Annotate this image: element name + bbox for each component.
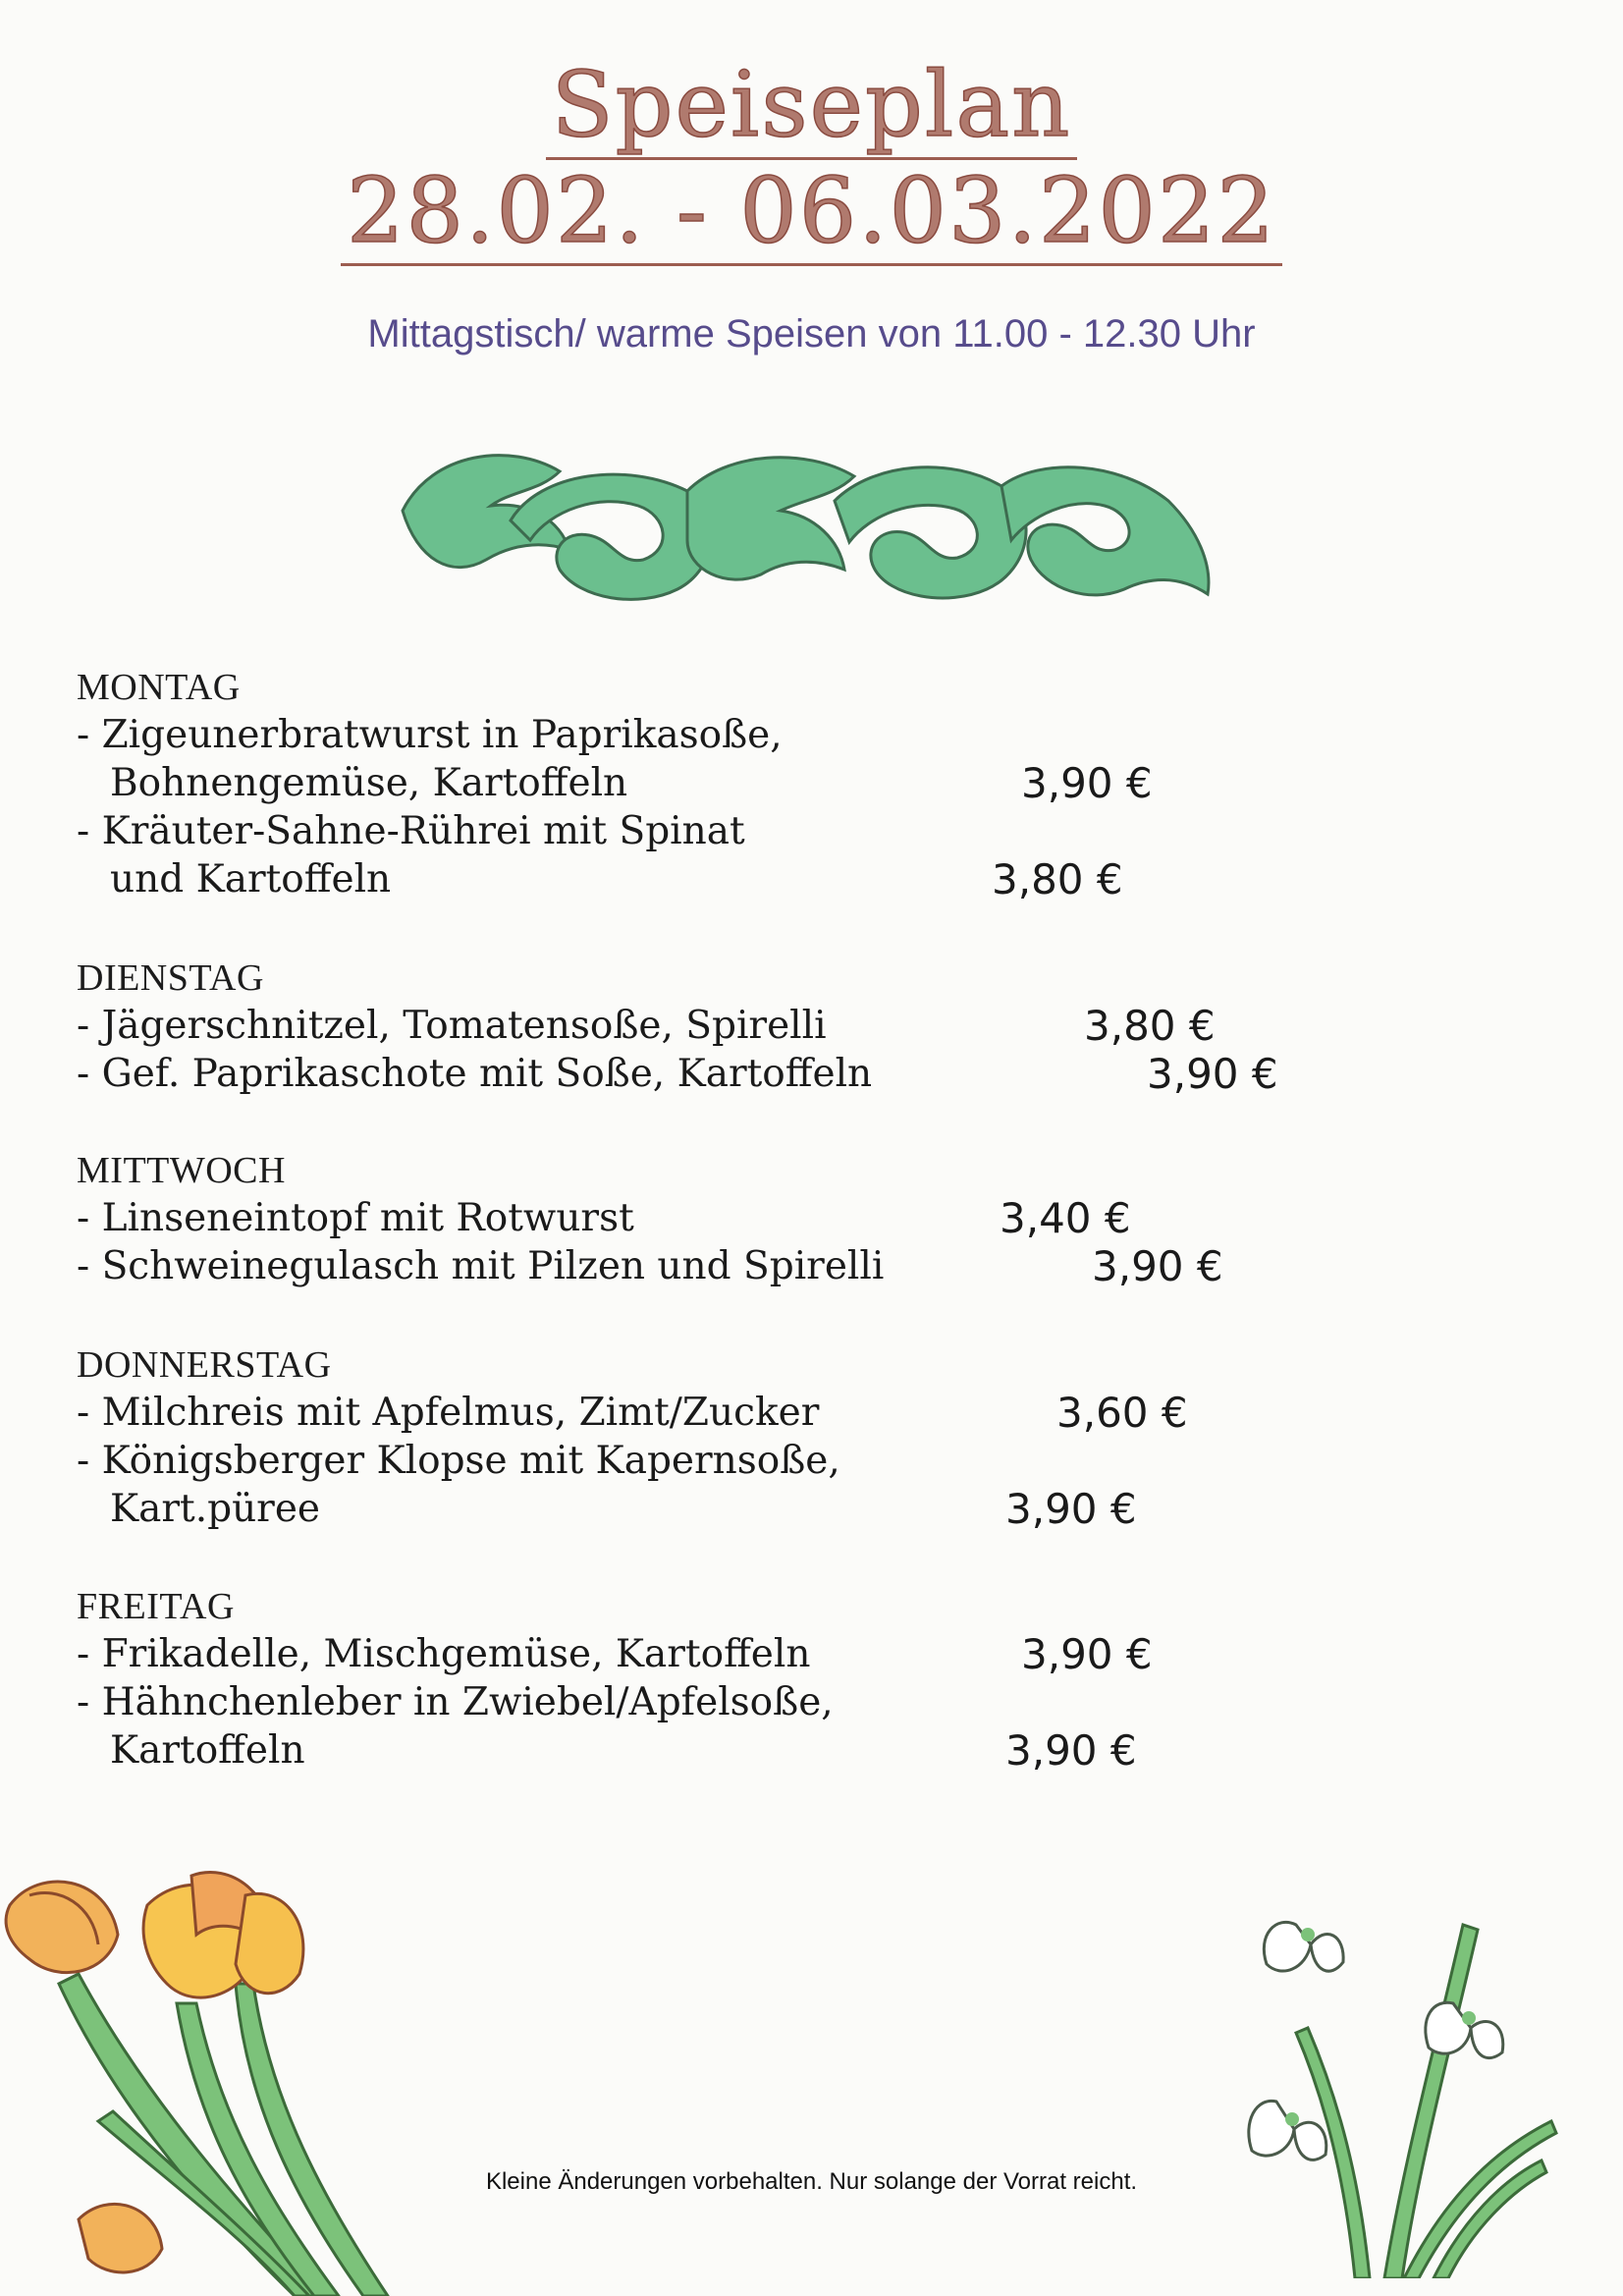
- dish-text: - Jägerschnitzel, Tomatensoße, Spirelli: [77, 1004, 827, 1048]
- day-section-freitag: [77, 1583, 1353, 1775]
- dish-text: Kart.püree: [110, 1487, 320, 1531]
- day-heading: DONNERSTAG: [77, 1344, 332, 1386]
- price: 3,60 €: [1056, 1389, 1188, 1437]
- price: 3,80 €: [992, 855, 1123, 903]
- price: 3,90 €: [1021, 1630, 1153, 1678]
- day-heading: MONTAG: [77, 667, 241, 708]
- menu-item: [77, 807, 1353, 903]
- dish-text: - Kräuter-Sahne-Rührei mit Spinat: [77, 809, 745, 853]
- day-heading: FREITAG: [77, 1586, 235, 1627]
- dish-text: - Hähnchenleber in Zwiebel/Apfelsoße,: [77, 1680, 834, 1724]
- menu-item: [77, 1678, 1353, 1775]
- dish-text: - Frikadelle, Mischgemüse, Kartoffeln: [77, 1632, 811, 1676]
- footer-note: Kleine Änderungen vorbehalten. Nur solange der Vorrat reicht.: [485, 2168, 1138, 2195]
- menu-item: [77, 1242, 1353, 1290]
- dish-text: - Schweinegulasch mit Pilzen und Spirelli: [77, 1244, 885, 1288]
- price: 3,40 €: [1000, 1194, 1131, 1242]
- price: 3,90 €: [1092, 1242, 1223, 1290]
- dish-text: Bohnengemüse, Kartoffeln: [110, 761, 628, 805]
- menu-item: [77, 1002, 1353, 1050]
- price: 3,90 €: [1021, 759, 1153, 807]
- dish-text: - Zigeunerbratwurst in Paprikasoße,: [77, 713, 783, 757]
- leaf-scroll-ornament: [393, 432, 1217, 619]
- page-title: Speiseplan: [0, 51, 1623, 159]
- menu-item: [77, 1437, 1353, 1533]
- day-section-montag: [77, 664, 1353, 903]
- dish-text: Kartoffeln: [110, 1728, 305, 1773]
- dish-text: - Linseneintopf mit Rotwurst: [77, 1196, 634, 1240]
- price: 3,90 €: [1147, 1050, 1278, 1098]
- price: 3,90 €: [1005, 1485, 1137, 1533]
- dish-text: - Königsberger Klopse mit Kapernsoße,: [77, 1439, 840, 1483]
- dish-text: und Kartoffeln: [110, 857, 392, 902]
- day-heading: DIENSTAG: [77, 957, 264, 999]
- dish-text: - Gef. Paprikaschote mit Soße, Kartoffeln: [77, 1052, 873, 1096]
- service-hours: Mittagstisch/ warme Speisen von 11.00 - 12.30 Uhr: [367, 312, 1256, 355]
- menu-item: [77, 1194, 1353, 1242]
- menu-item: [77, 1389, 1353, 1437]
- menu-item: [77, 711, 1353, 807]
- day-section-dienstag: [77, 955, 1353, 1098]
- price: 3,90 €: [1005, 1726, 1137, 1775]
- snowdrop-illustration: [1237, 1807, 1571, 2278]
- crocus-illustration: [0, 1866, 452, 2296]
- day-section-donnerstag: [77, 1341, 1353, 1533]
- price: 3,80 €: [1084, 1002, 1216, 1050]
- menu-item: [77, 1050, 1353, 1098]
- day-section-mittwoch: [77, 1147, 1353, 1290]
- menu-item: [77, 1630, 1353, 1678]
- day-heading: MITTWOCH: [77, 1150, 286, 1191]
- date-range: 28.02. - 06.03.2022: [0, 157, 1623, 265]
- dish-text: - Milchreis mit Apfelmus, Zimt/Zucker: [77, 1391, 820, 1435]
